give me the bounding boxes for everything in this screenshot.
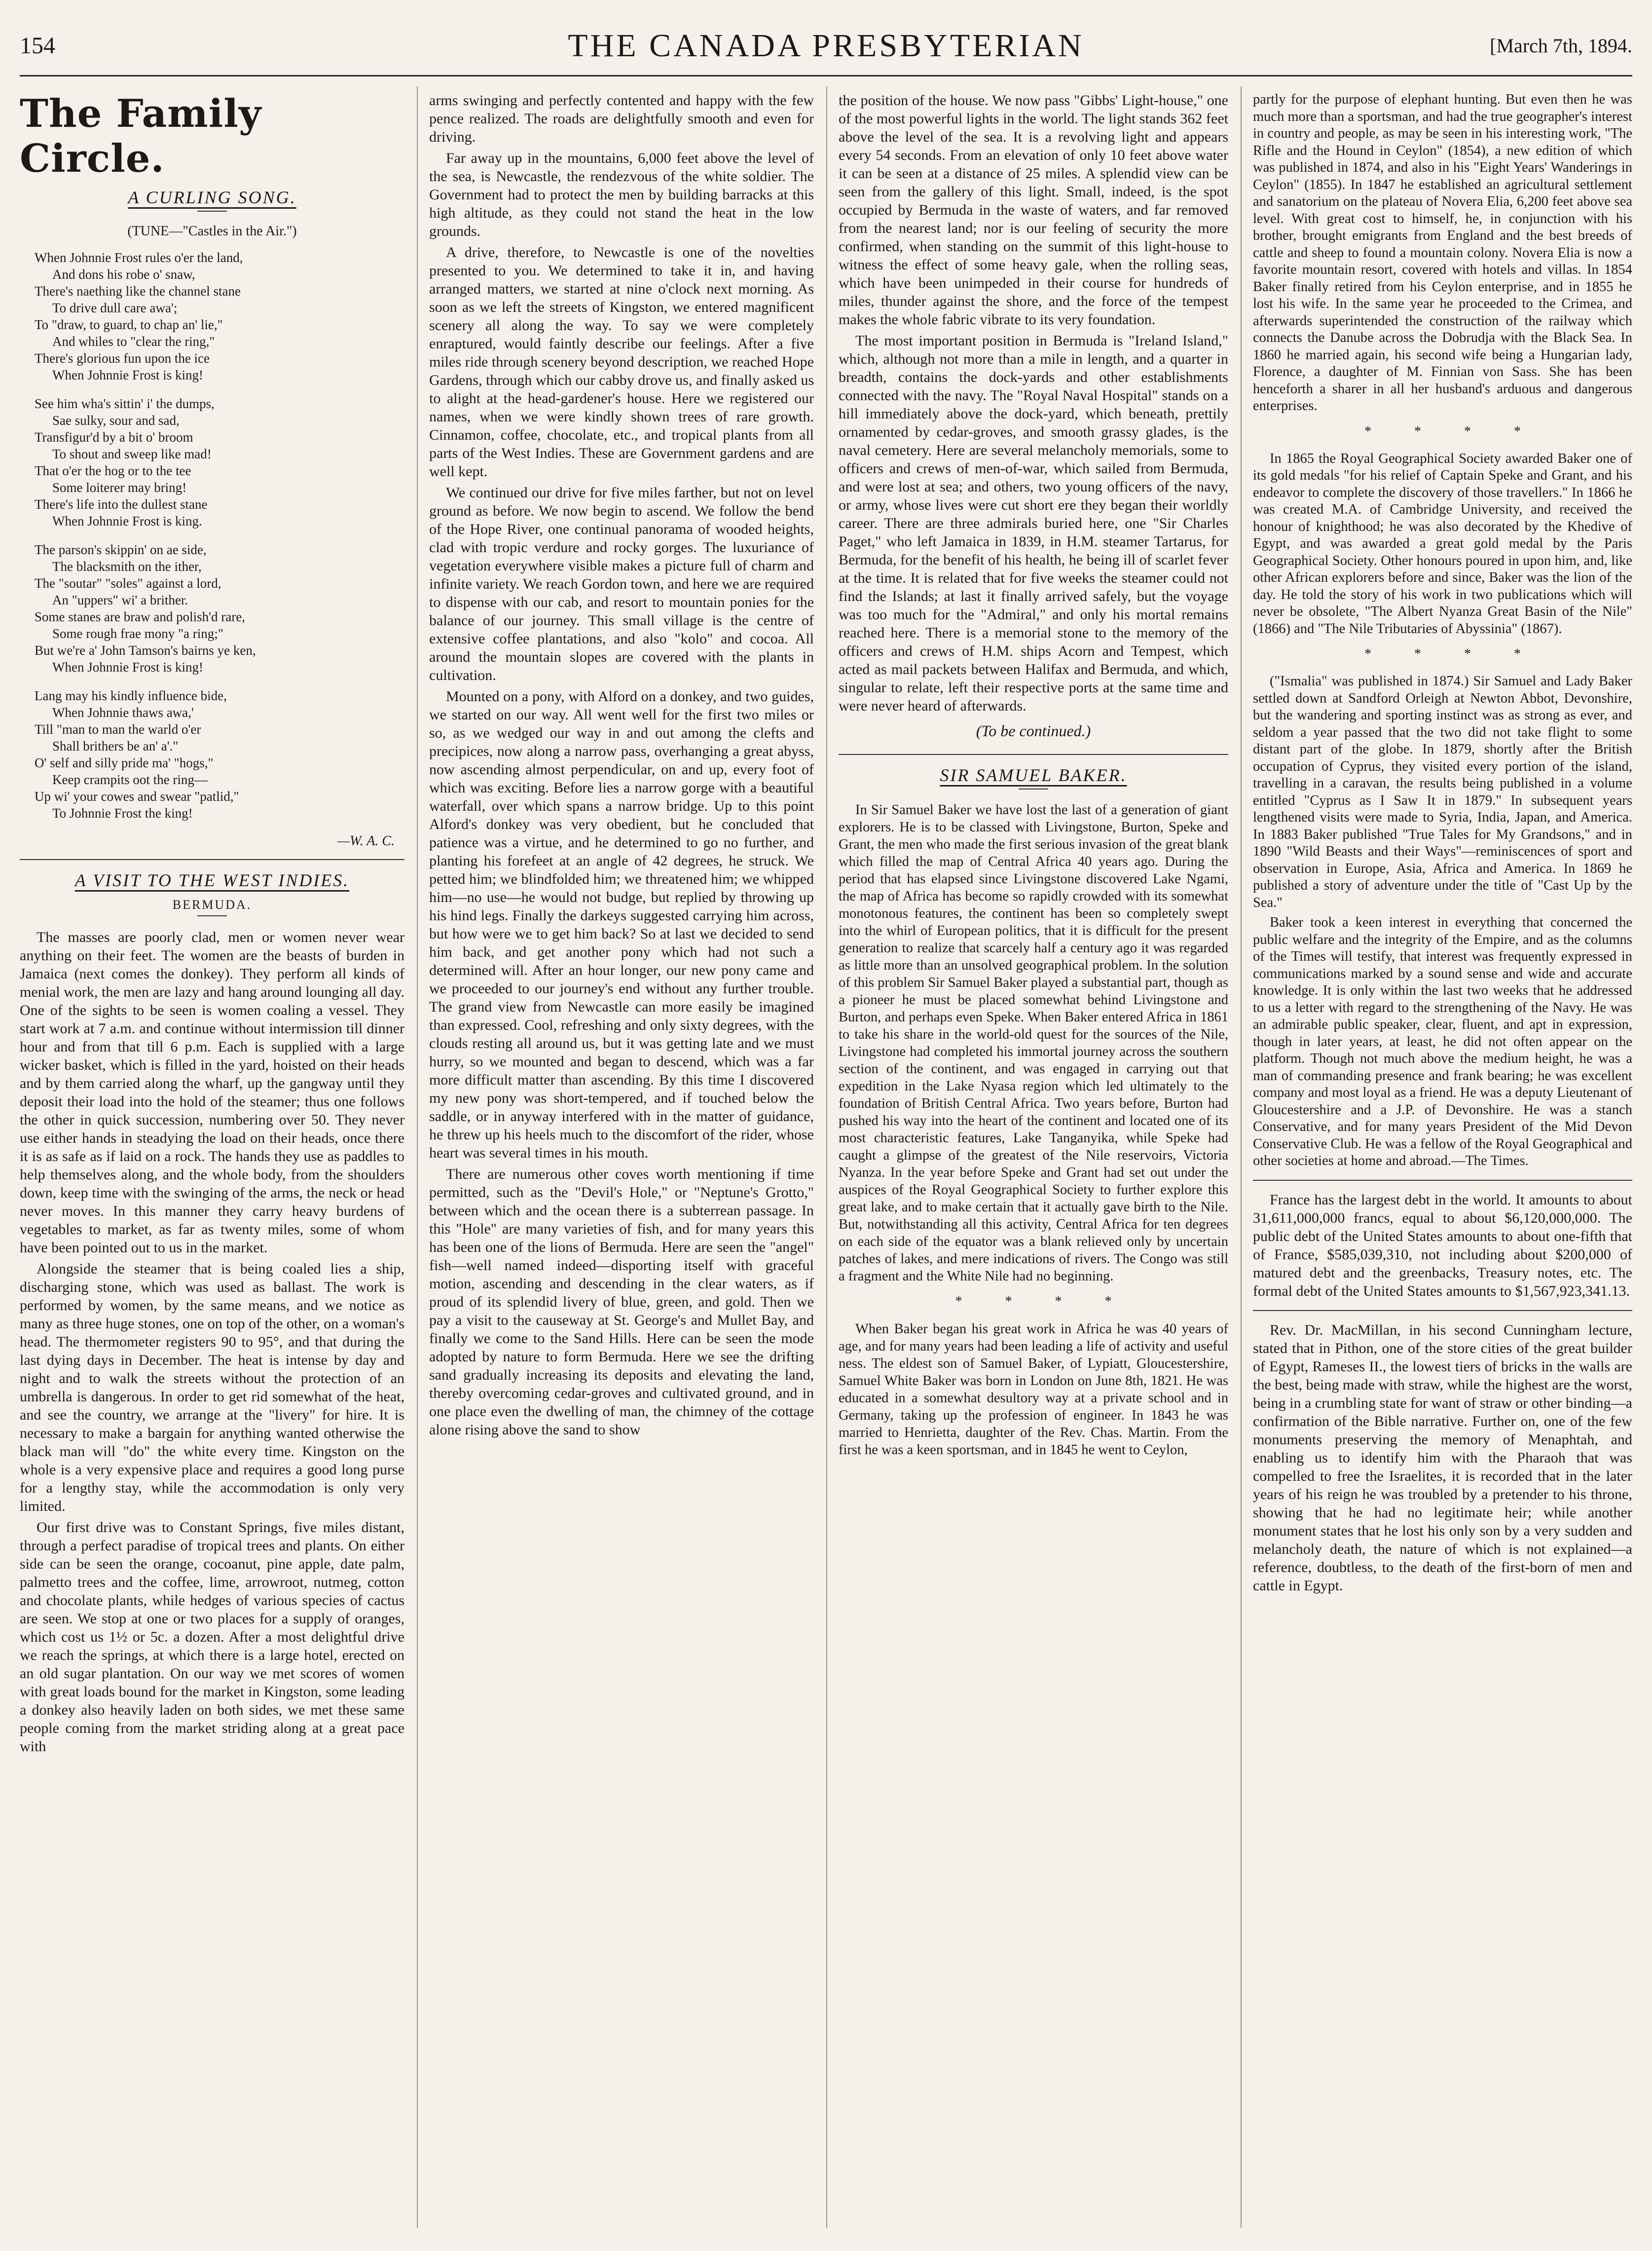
- column-rule: [417, 86, 418, 2228]
- column-2: [429, 91, 814, 2228]
- poem-line: That o'er the hog or to the tee: [35, 463, 191, 478]
- paragraph: In Sir Samuel Baker we have lost the last of a generation of giant explorers. He is to be classed with Livingstone, Burton, Speke and Grant, the men who made the first serious invasion of the great blank which filled the map of Central Africa 40 years ago. During the period that has elapsed since Livingstone discovered Lake Ngami, the map of Africa has become so rapidly crowded with its somewhat monotonous features, the continent has been so completely swept into the whirl of European politics, that it is difficult for the present generation to realize that scarcely half a century ago it was regarded as little more than an unsolved geographical problem. In the solution of this problem Sir Samuel Baker played a substantial part, though as a pioneer he must be placed somewhat behind Livingstone and Burton, and perhaps even Speke. When Baker entered Africa in 1861 to take his share in the world-old quest for the sources of the Nile, Livingstone had completed his immortal journey across the southern section of the continent, and was engaged in carrying out that expedition in the Lake Nyasa region which led ultimately to the foundation of British Central Africa. Two years before, Burton had pushed his way into the heart of the continent and located one of its most characteristic features, Lake Tanganyika, while Speke had caught a glimpse of the greatest of the Nile reservoirs, Victoria Nyanza. In the year before Speke and Grant had set out under the auspices of the Royal Geographical Society to further explore this great lake, and to make certain that it actually gave birth to the Nile. But, notwithstanding all this activity, Central Africa for ten degrees on each side of the equator was a blank relieved only by uncertain patches of lakes, and mere indications of rivers. The Congo was still a fragment and the White Nile had no beginning.: [839, 802, 1228, 1284]
- paragraph: Our first drive was to Constant Springs, five miles distant, through a perfect paradise of tropical trees and plants. On either side can be seen the orange, cocoanut, pine apple, date palm, palmetto trees and the coffee, lime, arrowroot, nutmeg, cotton and chocolate plants, while hedges of various species of cactus are seen. We stop at one or two places for a supply of oranges, which cost us 1½ or 5c. a dozen. After a most delightful drive we reach the springs, at which there is a large hotel, erected on an old sugar plantation. On our way we met scores of women with great loads bound for the market in Kingston, some leading a donkey also heavily laden on both sides, we met these same people coming from the market striding along at a great pace with: [20, 1519, 404, 1755]
- column-rule: [1241, 86, 1242, 2228]
- poem-line: There's naething like the channel stane: [35, 284, 241, 299]
- page-number: 154: [20, 33, 55, 59]
- poem-line: When Johnnie Frost is king!: [52, 368, 203, 382]
- poem-line: But we're a' John Tamson's bairns ye ken,: [35, 643, 256, 658]
- poem-line: Shall brithers be an' a'.": [52, 739, 179, 753]
- paragraph: the position of the house. We now pass "Gibbs' Light-house," one of the most powerful lights in the world. The light stands 362 feet above the level of the sea. It is a revolving light and appears every 54 seconds. From an elevation of only 10 feet above water it can be seen at a distance of 25 miles. A splendid view can be seen from the gallery of this light. Small, indeed, is the spot occupied by Bermuda in the waste of waters, and far removed from the nearest land; nor is our feeling of security the more confirmed, when standing on the summit of this light-house to witness the effect of some heavy gale, when the rolling seas, which have been unimpeded in their course for hundreds of miles, thunder against the shore, and the force of the tempest makes the whole fabric vibrate to its very foundation.: [839, 92, 1228, 328]
- section-stars: * * * *: [1364, 646, 1541, 662]
- divider: [20, 859, 404, 860]
- poem-line: When Johnnie Frost rules o'er the land,: [35, 250, 243, 265]
- divider: [839, 754, 1228, 755]
- poem-line: O' self and silly pride ma' "hogs,": [35, 755, 214, 770]
- page-header: [20, 27, 1632, 76]
- paragraph: In 1865 the Royal Geographical Society awarded Baker one of its gold medals "for his relief of Captain Speke and Grant, and his endeavor to complete the discovery of those travellers." In 1866 he was created M.A. of Cambridge University, and received the honour of knighthood; he was also decorated by the Khedive of Egypt, and was awarded a great gold medal by the Paris Geographical Society. Other honours poured in upon him, and, like other African explorers before and since, Baker was the lion of the day. He told the story of his work in two publications which will never be obsolete, "The Albert Nyanza Great Basin of the Nile" (1866) and "The Nile Tributaries of Abyssinia" (1867).: [1253, 450, 1632, 637]
- paragraph: A drive, therefore, to Newcastle is one of the novelties presented to you. We determined to take it in, and having arranged matters, we started at nine o'clock next morning. As soon as we left the streets of Kingston, we entered magnificent scenery all along the way. To say we were completely enraptured, would faintly describe our feelings. After a five miles ride through scenery beyond description, we reached Hope Gardens, through which our cabby drove us, and finally asked us to alight at the head-gardener's house. Here we registered our names, when we were kindly shown trees of rare growth. Cinnamon, coffee, chocolate, etc., and tropical plants from all parts of the West Indies. These are Government gardens and are well kept.: [429, 244, 814, 480]
- poem-line: The blacksmith on the ither,: [52, 559, 202, 574]
- column-4: [1253, 91, 1632, 2228]
- poem-line: Lang may his kindly influence bide,: [35, 688, 227, 703]
- paragraph: There are numerous other coves worth mentioning if time permitted, such as the "Devil's Hole," or "Neptune's Grotto," between which and the ocean there is a subterrean passage. In this "Hole" are many varieties of fish, and for many years this has been one of the lions of Bermuda. Here are seen the "angel" fish—well named indeed—disporting itself with graceful motion, ascending and descending in the clear waters, as if proud of its splendid livery of blue, green, and gold. Then we pay a visit to the causeway at St. George's and Mullet Bay, and finally we come to the Sand Hills. Here can be seen the mode adopted by nature to form Bermuda. Here we see the drifting sand gradually increasing its deposits and elevating the land, thereby overcoming cedar-groves and cultivated ground, and in one place even the dwelling of man, the chimney of the cottage alone rising above the sand to show: [429, 1166, 814, 1438]
- paragraph: partly for the purpose of elephant hunting. But even then he was much more than a sportsman, and had the true geographer's interest in country and people, as may be seen in his interesting work, "The Rifle and the Hound in Ceylon" (1854), a new edition of which was published in 1874, and also in his "Eight Years' Wanderings in Ceylon" (1855). In 1847 he established an agricultural settlement and sanatorium on the plateau of Novera Elia, 6,200 feet above sea level. With great cost to himself, he, in conjunction with his brother, brought emigrants from England and the best breeds of cattle and sheep to found a mountain colony. Novera Elia is now a favorite mountain resort, covered with hotels and villas. In 1854 Baker finally retired from his Ceylon enterprise, and in 1855 he lost his wife. In the same year he proceeded to the Crimea, and afterwards superintended the construction of the railway which connects the Danube across the Dobrudja with the Black Sea. In 1860 he married again, his second wife being a Hungarian lady, Florence, a daughter of M. Finnian von Sass. She has been henceforth a sharer in all her husband's arduous and dangerous enterprises.: [1253, 92, 1632, 413]
- paragraph: arms swinging and perfectly contented and happy with the few pence realized. The roads are delightfully smooth and even for driving.: [429, 92, 814, 145]
- poem-line: To Johnnie Frost the king!: [52, 806, 193, 821]
- poem-line: Some stanes are braw and polish'd rare,: [35, 609, 245, 624]
- paragraph: Baker took a keen interest in everything that concerned the public welfare and the integrity of the Empire, and as the columns of the Times will testify, that interest was frequently expressed in communications marked by a sound sense and wide and accurate knowledge. It is only within the last two weeks that he addressed to us a letter with regard to the strengthening of the Navy. He was an admirable public speaker, clear, fluent, and apt in expression, though in later years, at least, he did not often appear on the platform. Though not much above the medium height, he was a man of commanding presence and frank bearing; he was excellent company and most loyal as a friend. He was a deputy Lieutenant of Gloucestershire and a J.P. of Devonshire. He was a stanch Conservative, and for many years President of the Mid Devon Conservative Club. He was a fellow of the Royal Geographical and other societies at home and abroad.—The Times.: [1253, 915, 1632, 1168]
- poem-line: Some loiterer may bring!: [52, 480, 187, 495]
- poem-line: Sae sulky, sour and sad,: [52, 413, 180, 428]
- paper-title: THE CANADA PRESBYTERIAN: [568, 28, 1084, 64]
- poem-line: Up wi' your cowes and swear "patlid,": [35, 789, 239, 804]
- issue-date: [March 7th, 1894.: [1490, 35, 1632, 57]
- article-title-baker: SIR SAMUEL BAKER.: [940, 765, 1127, 785]
- poem-line: When Johnnie Frost is king.: [52, 514, 202, 528]
- poem-line: See him wha's sittin' i' the dumps,: [35, 396, 215, 411]
- paragraph: When Baker began his great work in Africa he was 40 years of age, and for many years had been leading a life of activity and useful ness. The eldest son of Samuel Baker, of Lypiatt, Gloucestershire, Samuel White Baker was born in London on June 8th, 1821. He was educated in a somewhat desultory way at a private school and in Germany, taking up the profession of engineer. In 1843 he was married to Henrietta, daughter of the Rev. Chas. Martin. From the first he was a keen sportsman, and in 1845 he went to Ceylon,: [839, 1321, 1228, 1458]
- article-subhead: BERMUDA.: [172, 898, 252, 912]
- paragraph: We continued our drive for five miles farther, but not on level ground as before. We now begin to ascend. We follow the bend of the Hope River, one continual panorama of wooded heights, clad with tropic verdure and rocky gorges. The luxuriance of vegetation everywhere visible makes a picture full of charm and infinite variety. We reach Gordon town, and here we are required to dispense with our cab, and resort to mountain ponies for the balance of our journey. This small village is the centre of extensive coffee plantations, and also "kolo" and cocoa. All around the mountain slopes are covered with the plants in cultivation.: [429, 485, 814, 683]
- paragraph: The masses are poorly clad, men or women never wear anything on their feet. The women are the beasts of burden in Jamaica (next comes the donkey). They perform all kinds of menial work, the men are lazy and hang around lounging all day. One of the sights to be seen is women coaling a vessel. They start work at 7 a.m. and continue without intermission till dinner hour and from that till 6 p.m. Each is supplied with a large wicker basket, which is filled in the yard, hoisted on their heads and by them carried along the wharf, up the gangway until they deposit their load into the hold of the steamer; thus one follows the other in quick succession, numbering over 50. They never use either hands in steadying the load on their heads, once there it is as safe as if laid on a rock. The hands they use as paddles to help themselves along, and the whole body, from the shoulders down, keep time with the swinging of the arms, the neck or head never moves. In this manner they carry heavy burdens of vegetables to market, as far as twenty miles, some of whom have been pointed out to us in the market.: [20, 929, 404, 1256]
- column-3: [839, 91, 1228, 2228]
- poem-line: To "draw, to guard, to chap an' lie,": [35, 317, 223, 332]
- poem: [20, 249, 404, 822]
- tune-line: (TUNE—"Castles in the Air."): [127, 224, 297, 239]
- paragraph: Rev. Dr. MacMillan, in his second Cunningham lecture, stated that in Pithon, one of the store cities of the great builder of Egypt, Rameses II., the lowest tiers of bricks in the walls are the best, being made with straw, while the highest are the worst, being in a crumbling state for want of straw or other binding—a confirmation of the Bible narrative. Further on, one of the few monuments preserving the memory of Menaphtah, and enabling us to identify him with the Pharaoh that was compelled to free the Israelites, it is recorded that in the later years of his reign he was troubled by a pretender to his throne, showing that he had no legitimate heir; while another monument states that he lost his only son by a very sudden and melancholy death, the nature of which is not explained—a reference, doubtless, to the death of the first-born of men and cattle in Egypt.: [1253, 1321, 1632, 1594]
- poem-line: To drive dull care awa';: [52, 300, 178, 315]
- section-stars: * * * *: [1364, 423, 1541, 439]
- paragraph: France has the largest debt in the world. It amounts to about 31,611,000,000 francs, equal to about $6,120,000,000. The public debt of the United States amounts to about one-fifth that of France, $585,039,310, not including about $200,000 of matured debt and the greenbacks, Treasury notes, etc. The formal debt of the United States amounts to $1,567,923,341.13.: [1253, 1191, 1632, 1299]
- paragraph: Alongside the steamer that is being coaled lies a ship, discharging stone, which was used as ballast. The work is performed by women, by the same means, and we notice as many as three huge stones, one on top of the other, on a woman's head. The thermometer registers 90 to 95°, and that during the last dying days in December. The heat is intense by day and night and to walk the streets without the protection of an umbrella is dangerous. In order to get rid somewhat of the heat, and see the country, we arrange at the "livery" for hire. It is necessary to make a bargain for anything wanted otherwise the black man will "do" the white every time. Kingston on the whole is a very expensive place and requires a good long purse for a lengthy stay, while the accommodation is only very limited.: [20, 1261, 404, 1514]
- poem-line: Some rough frae mony "a ring;": [52, 626, 223, 641]
- divider: [197, 211, 227, 212]
- poem-line: The "soutar" "soles" against a lord,: [35, 576, 221, 591]
- divider: [197, 915, 227, 916]
- column-1: [20, 91, 404, 2228]
- paragraph: The most important position in Bermuda is "Ireland Island," which, although not more than a mile in length, and a quarter in breadth, contains the dock-yards and other establishments connected with the navy. The "Royal Naval Hospital" stands on a hill immediately above the dock-yard, which beneath, prettily ornamented by cedar-groves, and smooth grassy glades, is the naval cemetery. Here are several melancholy memorials, some to officers and crews of men-of-war, which sailed from Bermuda, and were lost at sea; and others, two young officers of the navy, or army, whose lives were cut short ere they began their worldly career. There are three admirals buried here, one "Sir Charles Paget," who left Jamaica in 1839, in H.M. steamer Tartarus, for Bermuda, for the benefit of his health, he being ill of scarlet fever at the time. It is related that for five weeks the steamer could not find the Islands; at last it finally arrived safely, but the voyage was too much for the "Admiral," and only his mortal remains reached here. There is a memorial stone to the memory of the officers and crews of H.M. ships Acorn and Tempest, which acted as mail packets between Halifax and Bermuda, and which, singular to relate, left their respective ports at the same time and were never heard of afterwards.: [839, 333, 1228, 714]
- section-stars: * * * *: [955, 1294, 1132, 1309]
- poem-line: There's life into the dullest stane: [35, 497, 208, 512]
- poem-line: And dons his robe o' snaw,: [52, 267, 195, 282]
- poem-line: The parson's skippin' on ae side,: [35, 542, 207, 557]
- poem-line: Transfigur'd by a bit o' broom: [35, 430, 193, 445]
- paragraph: Far away up in the mountains, 6,000 feet above the level of the sea, is Newcastle, the rendezvous of the white soldier. The Government had to protect the men by building barracks at this high altitude, as they could not stand the heat in the low grounds.: [429, 150, 814, 239]
- poem-stanza: [35, 687, 404, 822]
- paragraph: Mounted on a pony, with Alford on a donkey, and two guides, we started on our way. All went well for the first two miles or so, as we wedged our way in and out among the clefts and precipices, now along a narrow pass, overhanging a great abyss, now ascending almost perpendicular, on and up, every foot of which was exciting. Before lies a narrow gorge with a beautiful waterfall, over which spans a narrow bridge. Up to this point Alford's donkey was very obedient, but he concluded that patience was a virtue, and he determined to go no further, and planting his forefeet at an angle of 42 degrees, he struck. We petted him; we blindfolded him; we threatened him; we whipped him—no use—he would not budge, but replied by throwing up his hind legs. Finally the darkeys suggested carrying him across, but how were we to get him back? So at last we decided to send him back, and get another pony which had not such a determined will. After an hour longer, our new pony came and we proceeded to our journey's end without any further trouble. The grand view from Newcastle can more easily be imagined than expressed. Cool, refreshing and only sixty degrees, with the clouds resting all around us, but it was getting late and we must hurry, so we mounted and began to descend, which was a far more difficult matter than ascending. By this time I discovered my new pony was short-tempered, and if touched below the saddle, or in anyway interfered with in the matter of guidance, he threw up his heels much to the discomfort of the rider, whose heart was several times in his mouth.: [429, 688, 814, 1161]
- divider: [1253, 1180, 1632, 1181]
- poem-line: An "uppers" wi' a brither.: [52, 593, 188, 607]
- to-be-continued: (To be continued.): [976, 722, 1091, 740]
- poem-line: When Johnnie thaws awa,': [52, 705, 194, 720]
- article-title-curling-song: A CURLING SONG.: [128, 188, 296, 207]
- section-title: The Family Circle.: [20, 91, 262, 181]
- header-rule: [20, 75, 1632, 76]
- paragraph: ("Ismalia" was published in 1874.) Sir Samuel and Lady Baker settled down at Sandford Orleigh at Newton Abbot, Devonshire, but the wandering and sporting instinct was as strong as ever, and seldom a year passed that the two did not take flight to some distant part of the globe. In 1879, shortly after the British occupation of Cyprus, they visited every portion of the island, travelling in a caravan, the results being published in a volume entitled "Cyprus as I Saw It in 1879." In subsequent years lengthened visits were made to Syria, India, Japan, and America. In 1883 Baker published "True Tales for My Grandsons," and in 1890 "Wild Beasts and their Ways"—reminiscences of sport and observation in Europe, Asia, Africa and America. In 1869 he published a story of adventure under the title of "Cast Up by the Sea.": [1253, 674, 1632, 910]
- column-rule: [826, 86, 827, 2228]
- poem-stanza: [35, 395, 404, 529]
- poem-stanza: [35, 249, 404, 383]
- poem-stanza: [35, 541, 404, 675]
- poem-line: There's glorious fun upon the ice: [35, 351, 210, 366]
- divider: [1019, 788, 1048, 789]
- poem-line: Keep crampits oot the ring—: [52, 772, 208, 787]
- divider: [1253, 1310, 1632, 1311]
- poem-line: When Johnnie Frost is king!: [52, 660, 203, 675]
- poem-line: To shout and sweep like mad!: [52, 447, 212, 461]
- poem-signature: —W. A. C.: [337, 833, 395, 849]
- poem-line: Till "man to man the warld o'er: [35, 722, 201, 737]
- article-title-west-indies: A VISIT TO THE WEST INDIES.: [74, 870, 350, 890]
- poem-line: And whiles to "clear the ring,": [52, 334, 215, 349]
